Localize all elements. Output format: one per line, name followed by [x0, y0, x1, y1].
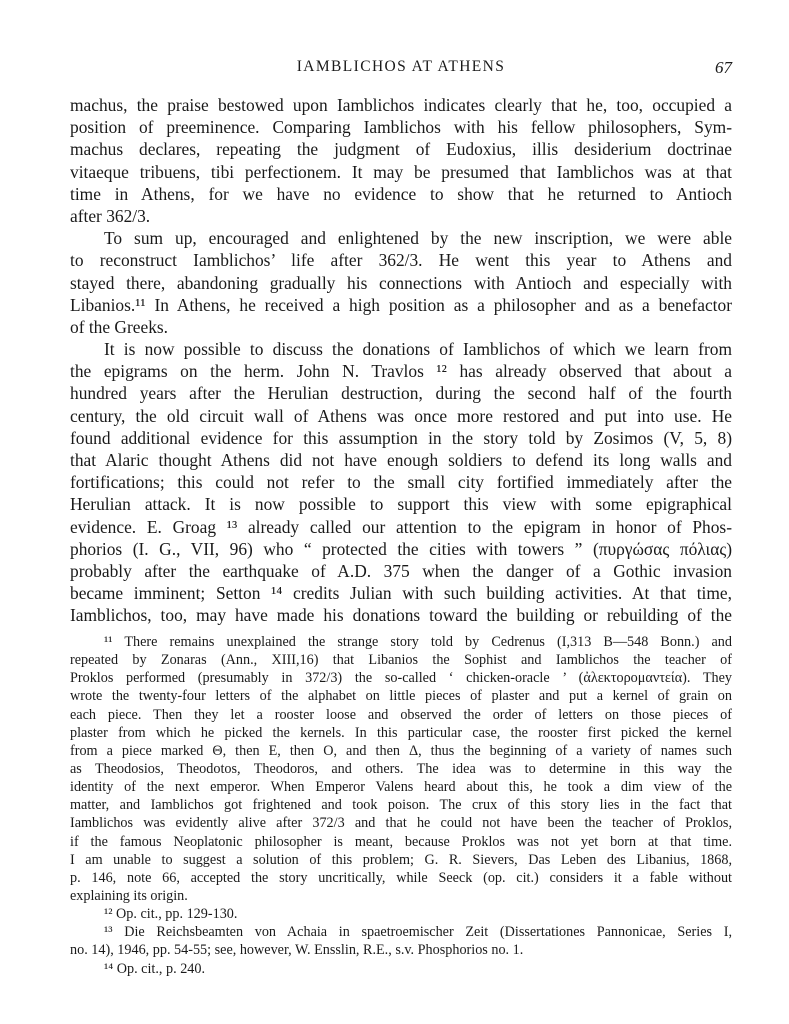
- body-line: hundred years after the Herulian destruction, during the second half of the fourth: [70, 383, 732, 404]
- body-line: Iamblichos, too, may have made his donations toward the building or rebuilding of the: [70, 605, 732, 626]
- footnote-line: ¹¹ There remains unexplained the strange story told by Cedrenus (I,313 B—548 Bonn.) and: [104, 634, 732, 650]
- body-line: Herulian attack. It is now possible to support this view with some epigraphical: [70, 494, 732, 515]
- body-text: [70, 94, 732, 627]
- footnote-line: wrote the twenty-four letters of the alphabet on little pieces of plaster and put a kernel of grain on: [70, 688, 732, 705]
- body-line: to reconstruct Iamblichos’ life after 362/3. He went this year to Athens and: [70, 250, 732, 271]
- footnote-line: Iamblichos was evidently alive after 372/3 and that he could not have been the teacher of Proklos,: [70, 815, 732, 832]
- page-number: 67: [715, 58, 732, 77]
- footnote-line: ¹⁴ Op. cit., p. 240.: [104, 960, 206, 977]
- body-line: that Alaric thought Athens did not have enough soldiers to defend its long walls and: [70, 450, 732, 470]
- body-line: position of preeminence. Comparing Iamblichos with his fellow philosophers, Sym-: [70, 117, 732, 138]
- footnote-line: I am unable to suggest a solution of this problem; G. R. Sievers, Das Leben des Libanius, 1868,: [70, 851, 732, 868]
- footnote-line: repeated by Zonaras (Ann., XIII,16) that Libanios the Sophist and Iamblichos the teacher of: [70, 652, 732, 669]
- body-line: time in Athens, for we have no evidence to show that he returned to Antioch: [70, 183, 732, 204]
- body-line: found additional evidence for this assumption in the story told by Zosimos (V, 5, 8): [70, 427, 732, 448]
- footnote-line: explaining its origin.: [70, 887, 188, 904]
- body-line: century, the old circuit wall of Athens was once more restored and put into use. He: [70, 405, 732, 426]
- body-line: of the Greeks.: [70, 316, 169, 337]
- footnote-line: each piece. Then they let a rooster loose and observed the order of letters on those pieces of: [70, 706, 732, 723]
- footnote-line: matter, and Iamblichos got frightened and took poison. The crux of this story lies in the fact that: [70, 797, 732, 814]
- body-line: Libanios.¹¹ In Athens, he received a high position as a philosopher and as a benefactor: [70, 294, 732, 315]
- footnote-line: if the famous Neoplatonic philosopher is meant, because Proklos was not yet born at that time.: [70, 833, 732, 850]
- body-line: machus, the praise bestowed upon Iamblichos indicates clearly that he, too, occupied a: [70, 95, 732, 115]
- footnote-line: ¹³ Die Reichsbeamten von Achaia in spaetroemischer Zeit (Dissertationes Pannonicae, Series I,: [104, 924, 732, 941]
- body-line: vitaeque tribuens, tibi perfectionem. It may be presumed that Iamblichos was at that: [70, 161, 732, 182]
- footnote-line: from a piece marked Θ, then Ε, then Ο, and then Δ, thus the beginning of a variety of names such: [70, 742, 732, 759]
- body-line: phorios (I. G., VII, 96) who “ protected the cities with towers ” (πυργώσας πόλιας): [70, 538, 732, 559]
- footnote-line: plaster from which he picked the kernels. In this particular case, the rooster first picked the kernel: [70, 724, 732, 741]
- footnote-line: ¹² Op. cit., pp. 129-130.: [104, 906, 238, 923]
- body-line: after 362/3.: [70, 205, 151, 226]
- body-line: stayed there, abandoning gradually his connections with Antioch and especially with: [70, 272, 732, 293]
- body-line: It is now possible to discuss the donations of Iamblichos of which we learn from: [104, 339, 732, 360]
- body-line: To sum up, encouraged and enlightened by the new inscription, we were able: [104, 228, 732, 249]
- footnotes: [70, 633, 732, 978]
- footnote-line: identity of the next emperor. When Emperor Valens heard about this, he took a dim view of the: [70, 779, 732, 796]
- body-line: machus declares, repeating the judgment of Eudoxius, illis desiderium doctrinae: [70, 139, 732, 160]
- body-line: probably after the earthquake of A.D. 375 when the danger of a Gothic invasion: [70, 560, 732, 581]
- footnote-line: as Theodosios, Theodotos, Theodoros, and others. The idea was to determine in this way the: [70, 760, 732, 777]
- footnote-line: Proklos performed (presumably in 372/3) the so-called ‘ chicken-oracle ’ (ἀλεκτορομαντεία). They: [70, 670, 732, 687]
- running-title: IAMBLICHOS AT ATHENS: [296, 58, 506, 75]
- body-line: fortifications; this could not refer to the small city fortified immediately after the: [70, 472, 732, 493]
- body-line: became imminent; Setton ¹⁴ credits Julian with such building activities. At that time,: [70, 583, 732, 604]
- body-line: evidence. E. Groag ¹³ already called our attention to the epigram in honor of Phos-: [70, 516, 732, 537]
- footnote-line: p. 146, note 66, accepted the story uncritically, while Seeck (op. cit.) considers it a fable without: [70, 869, 732, 886]
- footnote-line: no. 14), 1946, pp. 54-55; see, however, W. Ensslin, R.E., s.v. Phosphorios no. 1.: [70, 942, 524, 959]
- body-line: the epigrams on the herm. John N. Travlos ¹² has already observed that about a: [70, 361, 732, 382]
- running-head: [70, 58, 732, 82]
